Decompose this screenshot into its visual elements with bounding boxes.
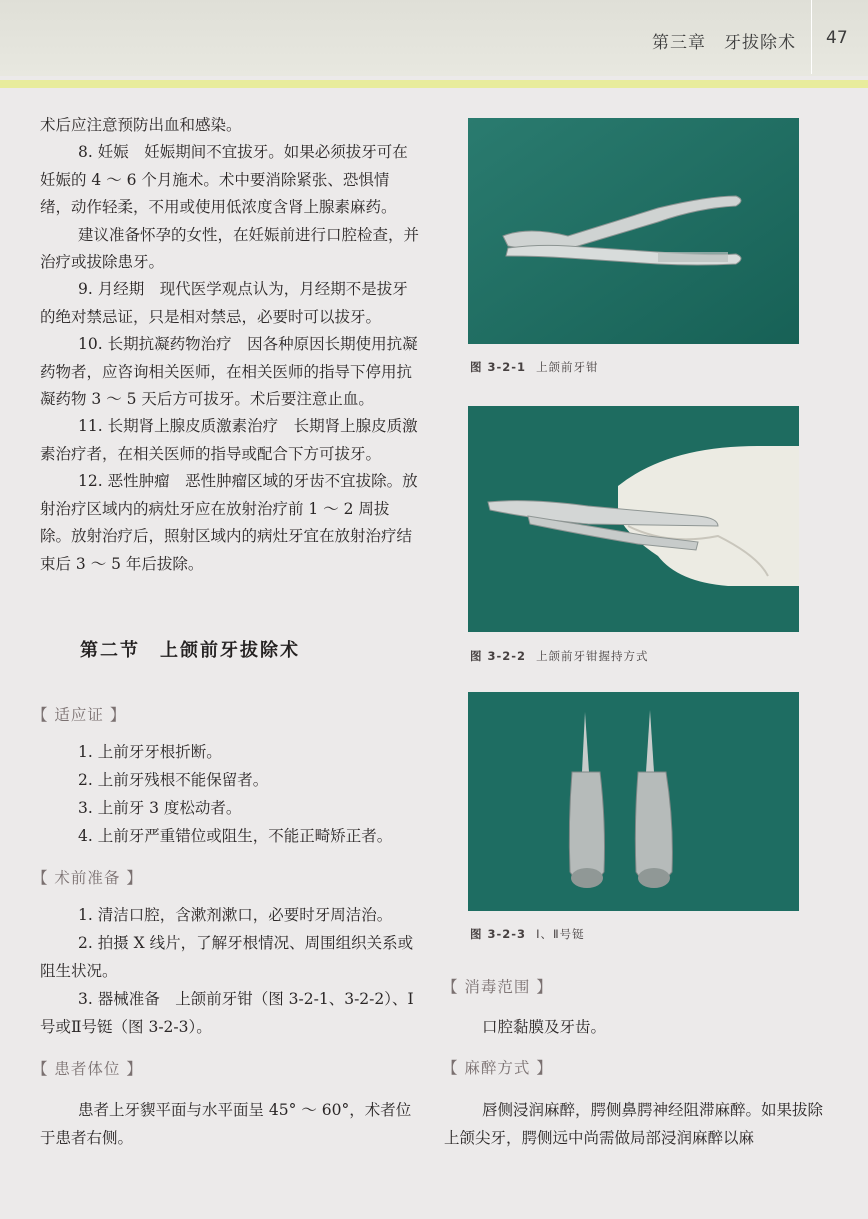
list-item: 4. 上前牙严重错位或阻生，不能正畸矫正者。	[78, 827, 393, 845]
tag-indications: 【 适应证 】	[32, 706, 127, 724]
tag-preop: 【 术前准备 】	[32, 869, 143, 887]
figure-label: 图 3-2-2	[470, 649, 527, 663]
paragraph: 8. 妊娠 妊娠期间不宜拔牙。如果必须拔牙可在妊娠的 4 ～ 6 个月施术。术中要消除紧张、恐惧情绪，动作轻柔，不用或使用低浓度含肾上腺素麻药。	[40, 143, 408, 217]
paragraph: 术后应注意预防出血和感染。	[40, 116, 242, 134]
tag-position: 【 患者体位 】	[32, 1060, 143, 1078]
figure-elevators-photo	[468, 692, 799, 911]
figure-caption-text: 上颌前牙钳握持方式	[536, 649, 649, 663]
figure-forceps-photo	[468, 118, 799, 344]
forceps-icon	[468, 118, 799, 344]
paragraph: 9. 月经期 现代医学观点认为，月经期不是拔牙的绝对禁忌证，只是相对禁忌，必要时可以拔牙。	[40, 280, 408, 326]
list-item: 3. 上前牙 3 度松动者。	[78, 799, 242, 817]
indications-list	[78, 738, 428, 850]
gloved-hand-icon	[468, 406, 799, 632]
paragraph: 建议准备怀孕的女性，在妊娠前进行口腔检查，并治疗或拔除患牙。	[40, 225, 420, 272]
elevator-icon	[468, 692, 799, 911]
tag-disinfection: 【 消毒范围 】	[442, 978, 553, 996]
page-number: 47	[826, 28, 848, 48]
figure-label: 图 3-2-3	[470, 927, 527, 941]
tag-anesthesia: 【 麻醉方式 】	[442, 1059, 553, 1077]
disinfection-text: 口腔黏膜及牙齿。	[482, 1018, 607, 1036]
position-text: 患者上牙䝟平面与水平面呈 45° ～ 60°，术者位于患者右侧。	[40, 1101, 412, 1147]
paragraph: 12. 恶性肿瘤 恶性肿瘤区域的牙齿不宜拔除。放射治疗区域内的病灶牙应在放射治疗前 1 ～ 2 周拔除。放射治疗后，照射区域内的病灶牙宜在放射治疗结束后 3 ～ 5 年后拔除。	[40, 472, 418, 573]
anesthesia-text: 唇侧浸润麻醉，腭侧鼻腭神经阻滞麻醉。如果拔除上颌尖牙，腭侧远中尚需做局部浸润麻醉以麻	[444, 1101, 824, 1147]
list-item: 1. 清洁口腔，含漱剂漱口，必要时牙周洁治。	[78, 906, 393, 924]
list-item: 3. 器械准备 上颌前牙钳（图 3-2-1、3-2-2）、Ⅰ号或Ⅱ号铤（图 3-2-3）。	[40, 990, 414, 1036]
figure-grip-photo	[468, 406, 799, 632]
header-divider	[811, 0, 812, 74]
left-column-text	[40, 112, 420, 578]
list-item: 2. 拍摄 X 线片，了解牙根情况、周围组织关系或阻生状况。	[40, 934, 414, 980]
paragraph: 10. 长期抗凝药物治疗 因各种原因长期使用抗凝药物者，应咨询相关医师，在相关医师的指导下停用抗凝药物 3 ～ 5 天后方可拔牙。术后要注意止血。	[40, 335, 418, 409]
figure-caption-text: 上颌前牙钳	[536, 360, 599, 374]
chapter-title: 第三章 牙拔除术	[652, 33, 796, 53]
list-item: 1. 上前牙牙根折断。	[78, 743, 222, 761]
figure-caption	[470, 926, 585, 942]
paragraph: 11. 长期肾上腺皮质激素治疗 长期肾上腺皮质激素治疗者，在相关医师的指导或配合下方可拔牙。	[40, 417, 418, 463]
figure-caption-text: Ⅰ、Ⅱ号铤	[536, 927, 585, 941]
figure-caption	[470, 648, 649, 664]
section-title: 第二节 上颌前牙拔除术	[80, 640, 300, 661]
list-item: 2. 上前牙残根不能保留者。	[78, 771, 269, 789]
preop-list	[40, 901, 420, 1041]
header-rule	[0, 80, 868, 88]
figure-label: 图 3-2-1	[470, 360, 527, 374]
figure-caption	[470, 359, 599, 375]
